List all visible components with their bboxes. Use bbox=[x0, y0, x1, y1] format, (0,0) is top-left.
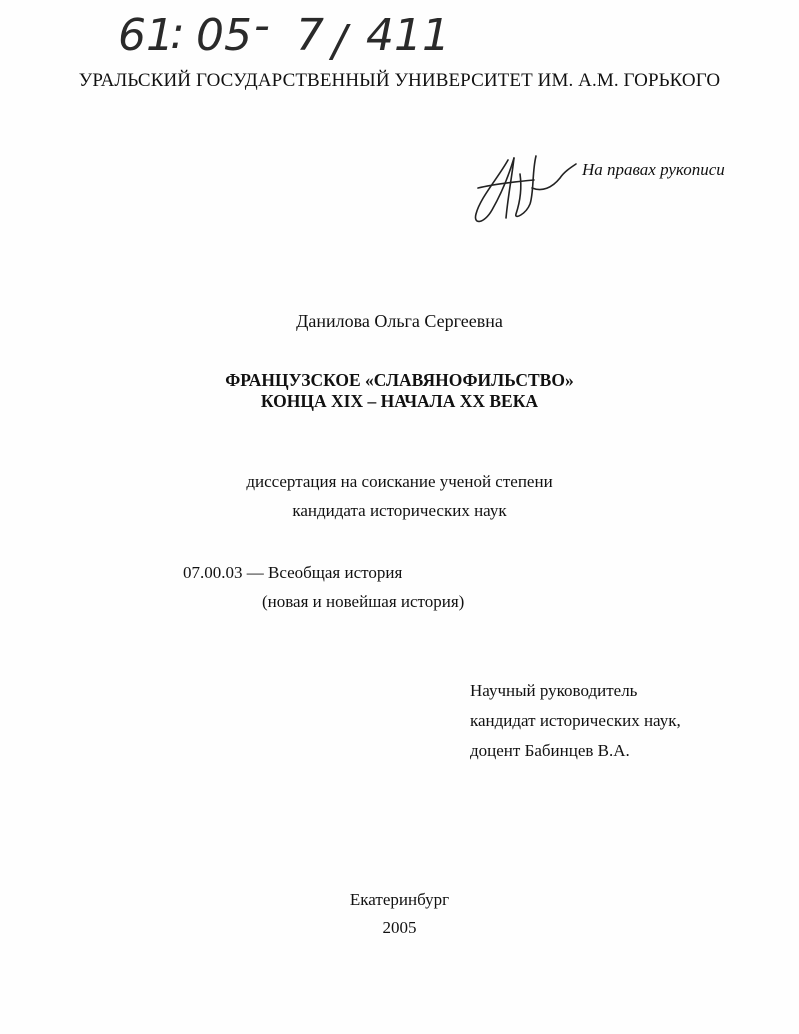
advisor-line: Научный руководитель bbox=[470, 681, 638, 700]
dissertation-title: КОНЦА XIX – НАЧАЛА XX ВЕКА bbox=[260, 391, 539, 411]
advisor-line: доцент Бабинцев В.А. bbox=[470, 741, 630, 760]
signature bbox=[468, 148, 580, 228]
university-name: УРАЛЬСКИЙ ГОСУДАРСТВЕННЫЙ УНИВЕРСИТЕТ ИМ. А.М. ГОРЬКОГО bbox=[78, 70, 721, 91]
city: Екатеринбург bbox=[349, 890, 450, 909]
archive-mark-part: : bbox=[170, 8, 185, 59]
archive-mark-part: - bbox=[254, 2, 270, 51]
archive-mark-part: 411 bbox=[366, 10, 450, 61]
year: 2005 bbox=[382, 918, 417, 937]
archive-mark-part: 7 bbox=[296, 10, 324, 61]
archive-mark-part: / bbox=[332, 16, 347, 64]
degree-line: кандидата исторических наук bbox=[292, 501, 507, 520]
archive-mark-part: 61 bbox=[118, 10, 174, 61]
dissertation-title: ФРАНЦУЗСКОЕ «СЛАВЯНОФИЛЬСТВО» bbox=[225, 370, 574, 390]
specialty-subtitle: (новая и новейшая история) bbox=[262, 592, 465, 611]
author-name: Данилова Ольга Сергеевна bbox=[296, 311, 503, 331]
manuscript-note: На правах рукописи bbox=[582, 160, 725, 179]
archive-mark bbox=[118, 2, 458, 64]
degree-line: диссертация на соискание ученой степени bbox=[246, 472, 553, 491]
specialty-code: 07.00.03 — Всеобщая история bbox=[183, 563, 403, 582]
advisor-line: кандидат исторических наук, bbox=[470, 711, 681, 730]
archive-mark-part: 05 bbox=[196, 10, 252, 61]
